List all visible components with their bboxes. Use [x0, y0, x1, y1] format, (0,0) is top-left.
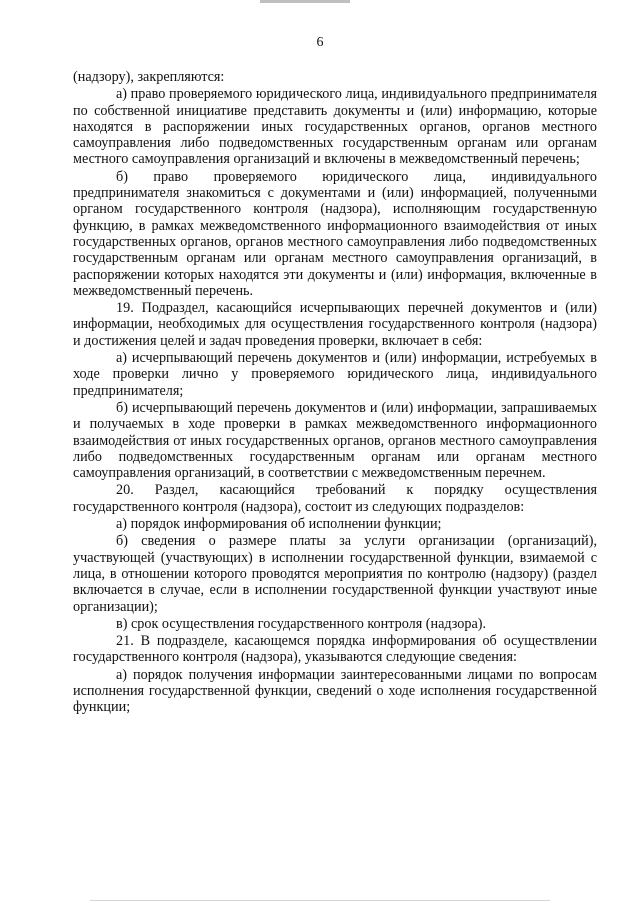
paragraph: (надзору), закрепляются: — [73, 69, 225, 85]
paragraph: а) порядок получения информации заинтересованными лицами по вопросам исполнения государственной функции, сведений о ходе исполнения государственной функции; — [73, 666, 597, 716]
paragraph: 20. Раздел, касающийся требований к порядку осуществления государственного контроля (надзора), состоит из следующих подразделов: — [73, 482, 597, 515]
scan-artifact-bottom — [90, 900, 550, 901]
paragraph: 21. В подразделе, касающемся порядка информирования об осуществлении государственного контроля (надзора), указываются следующие сведения: — [73, 633, 597, 666]
document-body — [73, 69, 597, 717]
paragraph: в) срок осуществления государственного контроля (надзора). — [116, 615, 487, 632]
paragraph: а) порядок информирования об исполнении функции; — [116, 516, 442, 533]
scan-artifact-top — [260, 0, 350, 3]
paragraph: 19. Подраздел, касающийся исчерпывающих перечней документов и (или) информации, необходимых для осуществления государственного контроля (надзора) и достижения целей и задач проведения проверки, включает в себя: — [73, 300, 597, 349]
paragraph: б) сведения о размере платы за услуги организации (организаций), участвующей (участвующих) в исполнении государственной функции, взимаемой с лица, в отношении которого проводятся мероприятия по контролю (надзору) (раздел включается в случае, если в исполнении государственной функции участвуют иные организации); — [73, 533, 597, 615]
page-number: 6 — [316, 35, 324, 50]
paragraph: б) право проверяемого юридического лица, индивидуального предпринимателя знакомиться с документами и (или) информацией, полученными органом государственного контроля (надзора), исполняющим государственную функцию, в рамках межведомственного информационного взаимодействия от иных государственных органов, органов местного самоуправления либо подведомственных государственным органам или органам местного самоуправления организаций, в распоряжении которых находятся эти документы и (или) информация, включенные в межведомственный перечень. — [73, 168, 597, 299]
paragraph: а) право проверяемого юридического лица, индивидуального предпринимателя по собственной инициативе представить документы и (или) информацию, которые находятся в распоряжении иных государственных органов, органов местного самоуправления либо подведомственных государственным органам или органам местного самоуправления организаций и включены в межведомственный перечень; — [73, 86, 597, 168]
paragraph: б) исчерпывающий перечень документов и (или) информации, запрашиваемых и получаемых в ходе проверки в рамках межведомственного информационного взаимодействия от иных государственных органов, органов местного самоуправления либо подведомственных государственным органам или органам местного самоуправления организаций, в соответствии с межведомственным перечнем. — [73, 399, 597, 482]
paragraph: а) исчерпывающий перечень документов и (или) информации, истребуемых в ходе проверки лично у проверяемого юридического лица, индивидуального предпринимателя; — [73, 350, 597, 399]
